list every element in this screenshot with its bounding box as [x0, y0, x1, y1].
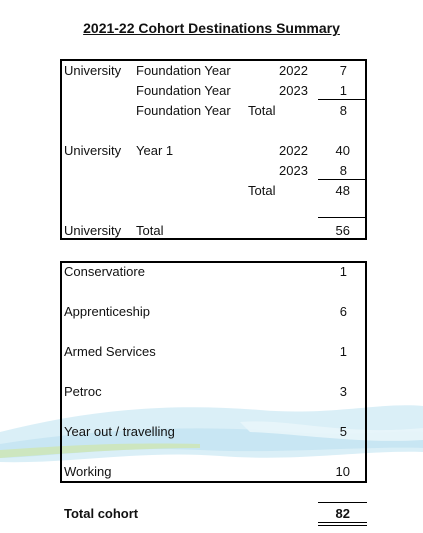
total-cohort-double-rule: [318, 522, 367, 523]
destination-label: Working: [64, 464, 112, 479]
destination-value: 1: [339, 344, 347, 359]
university-total-value: 56: [335, 223, 350, 238]
count-value: 40: [335, 143, 350, 158]
university-category-label: University: [64, 143, 122, 158]
university-total-label: Total: [136, 223, 164, 238]
total-label: Total: [248, 103, 276, 118]
count-value: 8: [339, 163, 347, 178]
year1-label: Year 1: [136, 143, 174, 158]
count-value: 7: [339, 63, 347, 78]
destination-value: 5: [339, 424, 347, 439]
university-category-label: University: [64, 63, 122, 78]
total-label: Total: [248, 183, 276, 198]
foundation-year-label: Foundation Year: [136, 103, 231, 118]
destination-label: Petroc: [64, 384, 102, 399]
destination-label: Year out / travelling: [64, 424, 175, 439]
year-label: 2023: [279, 163, 308, 178]
total-cohort-double-rule: [318, 525, 367, 526]
destination-value: 10: [335, 464, 350, 479]
total-cohort-value: 82: [335, 506, 350, 521]
foundation-year-label: Foundation Year: [136, 63, 231, 78]
destination-label: Apprenticeship: [64, 304, 150, 319]
destinations-table: [60, 261, 367, 483]
foundation-total-value: 8: [339, 103, 347, 118]
page-title: 2021-22 Cohort Destinations Summary: [83, 20, 340, 36]
destination-label: Armed Services: [64, 344, 156, 359]
subtotal-rule: [318, 179, 367, 180]
grand-total-rule: [318, 217, 367, 218]
year-label: 2022: [279, 143, 308, 158]
year-label: 2022: [279, 63, 308, 78]
destination-value: 6: [339, 304, 347, 319]
destination-label: Conservatiore: [64, 264, 145, 279]
subtotal-rule: [318, 99, 367, 100]
university-category-label: University: [64, 223, 122, 238]
year-label: 2023: [279, 83, 308, 98]
destination-value: 1: [339, 264, 347, 279]
destination-value: 3: [339, 384, 347, 399]
foundation-year-label: Foundation Year: [136, 83, 231, 98]
total-cohort-top-rule: [318, 502, 367, 503]
count-value: 1: [339, 83, 347, 98]
total-cohort-label: Total cohort: [64, 506, 139, 521]
year1-total-value: 48: [335, 183, 350, 198]
